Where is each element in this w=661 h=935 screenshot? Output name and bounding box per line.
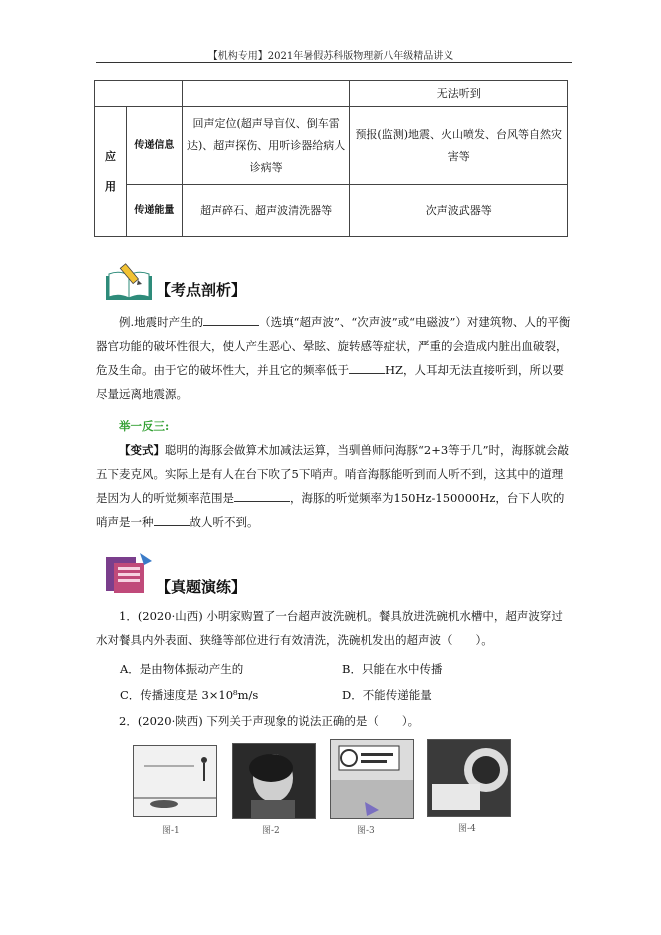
answer-blank bbox=[203, 313, 259, 326]
table-row2-infrasonic: 次声波武器等 bbox=[350, 185, 568, 237]
table-row1-ultrasonic: 回声定位(超声导盲仪、倒车雷达)、超声探伤、用听诊器给病人诊病等 bbox=[182, 107, 350, 185]
header-divider bbox=[96, 62, 572, 63]
example-text-1: 例.地震时产生的 bbox=[119, 315, 204, 329]
figure-2-caption: 图-2 bbox=[262, 826, 280, 836]
q1-option-a: A．是由物体振动产生的 bbox=[120, 662, 244, 676]
figure-3-drawing bbox=[331, 740, 413, 818]
figure-3-image bbox=[330, 739, 414, 819]
variant-text-1: 聪明的海豚会做算术加减法运算，当驯兽师问海豚“2+3等于几”时，海豚就会敲五下麦克风。实际上是有人在台下吹了5下哨声。哨音海豚能听到而人听不到，这其中的道理是因为人的听觉频率范围是 bbox=[96, 443, 570, 505]
figure-2-drawing bbox=[233, 744, 315, 818]
figure-4-image bbox=[427, 739, 511, 817]
variant-text-2: ，海豚的听觉频率为150Hz-150000Hz，台下人吹的哨声是一种 bbox=[96, 491, 565, 529]
book-pencil-icon bbox=[104, 262, 156, 302]
figure-1-drawing bbox=[134, 746, 216, 816]
example-text-2: （选填“超声波”、“次声波”或“电磁波”）对建筑物、人的平衡器官功能的破坏性很大，使人产生恶心、晕眩、旋转感等症状，严重的会造成内脏出血破裂，危及生命。由于它的破坏性大，并且它的频率低于 bbox=[96, 315, 571, 377]
q1-option-b: B．只能在水中传播 bbox=[342, 662, 443, 676]
example-paragraph bbox=[96, 310, 571, 406]
question-1-stem: 1．(2020·山西) 小明家购置了一台超声波洗碗机。餐具放进洗碗机水槽中，超声波穿过水对餐具内外表面、狭缝等部位进行有效清洗，洗碗机发出的超声波（ ）。 bbox=[96, 609, 563, 647]
documents-icon bbox=[104, 551, 156, 595]
q1-option-c: C．传播速度是 3×10⁸m/s bbox=[120, 688, 259, 702]
section-title-exercises: 【真题演练】 bbox=[156, 578, 247, 596]
answer-blank bbox=[154, 513, 190, 526]
table-row1-infrasonic: 预报(监测)地震、火山喷发、台风等自然灾害等 bbox=[350, 107, 568, 185]
table-category-cell bbox=[95, 107, 127, 237]
page-header: 【机构专用】2021年暑假苏科版物理新八年级精品讲义 bbox=[207, 51, 454, 62]
subtitle-practice: 举一反三: bbox=[119, 419, 170, 433]
figure-4-drawing bbox=[428, 740, 510, 816]
table-category: 应用 bbox=[104, 149, 116, 193]
figure-4-caption: 图-4 bbox=[458, 824, 476, 834]
figure-2-image bbox=[232, 743, 316, 819]
answer-blank bbox=[234, 489, 290, 502]
question-2-stem: 2．(2020·陕西) 下列关于声现象的说法正确的是（ ）。 bbox=[119, 714, 420, 728]
example-text-3: HZ，人耳却无法直接听到，所以要尽量远离地震源。 bbox=[96, 363, 565, 401]
table-row2-ultrasonic: 超声碎石、超声波清洗器等 bbox=[182, 185, 350, 237]
table-empty-cell bbox=[95, 81, 183, 107]
table-row2-label: 传递能量 bbox=[126, 185, 182, 237]
figure-1-image bbox=[133, 745, 217, 817]
figure-1-caption: 图-1 bbox=[162, 826, 180, 836]
table-empty-cell bbox=[182, 81, 350, 107]
sound-applications-table bbox=[94, 80, 568, 237]
figure-3-caption: 图-3 bbox=[357, 826, 375, 836]
table-row1-label: 传递信息 bbox=[126, 107, 182, 185]
variant-label: 【变式】 bbox=[119, 443, 165, 457]
variant-text-3: 故人听不到。 bbox=[189, 515, 259, 529]
variant-paragraph bbox=[96, 438, 571, 534]
table-top-right-cell: 无法听到 bbox=[350, 81, 568, 107]
answer-blank bbox=[349, 361, 385, 374]
q1-option-d: D．不能传递能量 bbox=[342, 688, 432, 702]
section-title-analysis: 【考点剖析】 bbox=[156, 281, 247, 299]
